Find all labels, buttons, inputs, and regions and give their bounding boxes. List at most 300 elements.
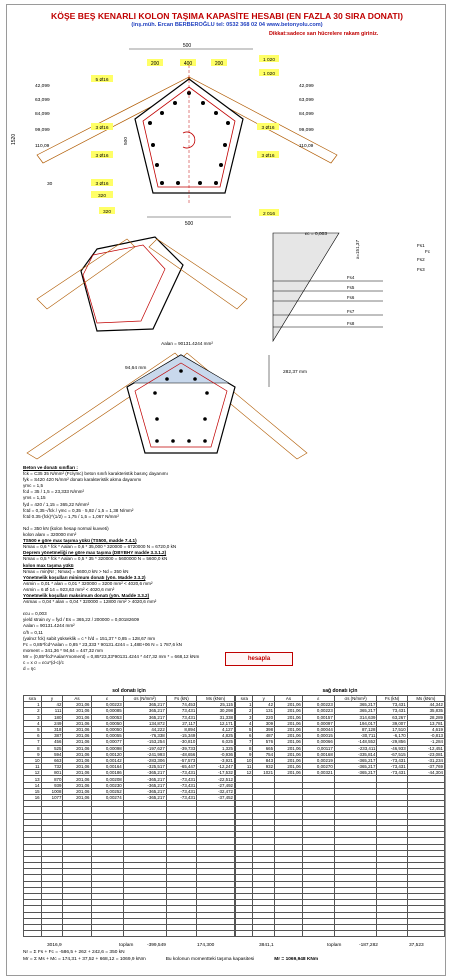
mr-result: Mr = 1069,948 KNm bbox=[274, 957, 319, 962]
table-cell: 4 bbox=[236, 720, 253, 726]
left-bar-2: 3 Ø16 bbox=[95, 126, 109, 131]
table-cell: 939 bbox=[41, 782, 63, 788]
table-cell: 0,00015 bbox=[302, 733, 334, 739]
table-cell: 365,217 bbox=[334, 708, 377, 714]
table-cell: 11 bbox=[24, 764, 42, 770]
table-cell: 10 bbox=[24, 757, 42, 763]
table-cell: 201,06 bbox=[275, 733, 303, 739]
table-cell: 201,06 bbox=[63, 788, 91, 794]
right-bar-2: 3 Ø16 bbox=[261, 126, 275, 131]
table-cell: 801 bbox=[41, 770, 63, 776]
table-cell: 73,431 bbox=[377, 708, 407, 714]
table-cell: 0,00050 bbox=[91, 726, 123, 732]
table-cell: -32,472 bbox=[197, 788, 235, 794]
table-cell: 0,00066 bbox=[302, 739, 334, 745]
table-cell: 387 bbox=[41, 733, 63, 739]
table-cell: 44,222 bbox=[123, 726, 166, 732]
calc-line: Fc = 0,85*fcd*Aalan = 0,85 * 23,333 * 90131.4244 = 1,48E+06 N = 1 787,6 kN bbox=[23, 641, 182, 647]
table-cell: 665 bbox=[253, 745, 275, 751]
table-cell: -46,933 bbox=[377, 745, 407, 751]
depth-right-label: 282,37 mm bbox=[283, 370, 307, 375]
table-cell: 5 bbox=[24, 726, 42, 732]
calc-line: (yalnız fck) sabit yükseklik = c * h/d = 151,37 * 0,85 = 128,67 mm bbox=[23, 635, 156, 641]
force-fs3: Fs3 bbox=[417, 267, 425, 272]
table-cell: 932 bbox=[253, 764, 275, 770]
table-cell: -57,573 bbox=[166, 757, 197, 763]
dim-bottom-width: 500 bbox=[184, 221, 194, 227]
table-cell: 365,217 bbox=[123, 708, 166, 714]
table-cell: 16 bbox=[24, 795, 42, 801]
calculate-button[interactable]: hesapla bbox=[225, 652, 293, 666]
table-cell bbox=[302, 931, 334, 937]
table-cell: 8 bbox=[24, 745, 42, 751]
table-cell: 0,00219 bbox=[302, 757, 334, 763]
calc-line: Deprem yönetmeliği ne göre max taşıma (DBYBHY madde 3.3.1.2) bbox=[23, 550, 167, 556]
table-cell: -0,813 bbox=[407, 733, 444, 739]
table-cell: 35,835 bbox=[407, 708, 444, 714]
table-cell: 0,00223 bbox=[91, 702, 123, 708]
table-cell: 30,298 bbox=[197, 708, 235, 714]
calc-line: fyd = 420 / 1,15 = 365,22 N/mm² bbox=[23, 501, 90, 507]
right-total-as: 3841,1 bbox=[259, 943, 274, 948]
table-cell: 318 bbox=[41, 726, 63, 732]
table-cell bbox=[407, 931, 444, 937]
table-cell: 1 bbox=[24, 702, 42, 708]
table-cell: 9 bbox=[24, 751, 42, 757]
table-cell: -365,217 bbox=[334, 757, 377, 763]
table-cell: 201,06 bbox=[275, 757, 303, 763]
table-cell: 14 bbox=[24, 782, 42, 788]
area-label: Aalan = 90131.4244 mm² bbox=[161, 341, 213, 346]
right-level-4: 99,099 bbox=[299, 128, 314, 133]
table-cell: 6 bbox=[236, 733, 253, 739]
table-cell: 456 bbox=[41, 739, 63, 745]
calculation-block bbox=[23, 465, 443, 672]
table-cell: -73,431 bbox=[166, 795, 197, 801]
table-cell: 42 bbox=[41, 702, 63, 708]
calc-line: yield strain εy = fyd / Es = 365,22 / 200000 = 0,00182609 bbox=[23, 617, 140, 623]
table-cell: 576 bbox=[253, 739, 275, 745]
fs-row-7: Fs7 bbox=[347, 309, 355, 314]
table-cell: 220 bbox=[253, 714, 275, 720]
left-bar-1: 5 Ø16 bbox=[95, 78, 109, 83]
dim-d2: 400 bbox=[183, 61, 193, 67]
table-cell: 201,06 bbox=[63, 708, 91, 714]
table-cell: 9 bbox=[236, 751, 253, 757]
table-cell: 12 bbox=[24, 770, 42, 776]
author-line: (inş.müh. Ercan BERBEROĞLU tel: 0532 368 02 04 www.betonyolu.com) bbox=[131, 22, 323, 28]
table-row bbox=[24, 931, 235, 937]
table-cell: -335,814 bbox=[334, 751, 377, 757]
table-cell: -241,993 bbox=[123, 751, 166, 757]
column-header: Ms (kNm) bbox=[197, 696, 235, 702]
nr-line: Nr = Σ Fs + Fc = -586,5 + 262 + 242,6 = 350 kN bbox=[23, 950, 125, 955]
table-cell: -73,431 bbox=[166, 776, 197, 782]
table-cell bbox=[236, 931, 253, 937]
table-cell: 2 bbox=[24, 708, 42, 714]
table-cell: 12,171 bbox=[197, 720, 235, 726]
right-total-fs: -187,282 bbox=[359, 943, 378, 948]
table-cell: 487 bbox=[253, 733, 275, 739]
table-cell: -22,512 bbox=[197, 776, 235, 782]
calc-line: Yönetmelik koşulları maksimum donatı (yön. Madde 3.3.2) bbox=[23, 592, 150, 598]
table-cell: 0,00050 bbox=[91, 720, 123, 726]
column-header: As bbox=[63, 696, 91, 702]
calc-line: Asmax = 0,04 * alan = 0,04 * 320000 = 12800 mm² > 4020,6 mm² bbox=[23, 599, 157, 605]
right-total-ms: 37,523 bbox=[409, 943, 424, 948]
right-rebar-table bbox=[235, 688, 445, 937]
table-cell: -148,552 bbox=[334, 739, 377, 745]
table-cell: 73,431 bbox=[377, 702, 407, 708]
table-cell: 5 bbox=[236, 726, 253, 732]
table-cell: 201,06 bbox=[63, 726, 91, 732]
left-level-2: 63,099 bbox=[35, 98, 50, 103]
calc-line: Beton ve donatı sınıfları : bbox=[23, 465, 78, 470]
compression-zone-drawing bbox=[7, 349, 446, 461]
table-cell: 1077 bbox=[41, 795, 63, 801]
table-cell: 365,217 bbox=[123, 702, 166, 708]
table-cell: 201,06 bbox=[275, 739, 303, 745]
table-cell: -27,492 bbox=[197, 782, 235, 788]
table-cell: 10 bbox=[236, 757, 253, 763]
table-cell: -365,217 bbox=[334, 764, 377, 770]
table-cell: 0,00157 bbox=[302, 714, 334, 720]
left-bar-4: 3 Ø16 bbox=[95, 182, 109, 187]
capacity-label: Bu kolonun momentteki taşıma kapasitesi bbox=[165, 957, 255, 962]
table-cell: -44,304 bbox=[407, 770, 444, 776]
fs-row-6: Fs6 bbox=[347, 295, 355, 300]
table-cell: -37,769 bbox=[407, 764, 444, 770]
table-cell: -73,431 bbox=[166, 770, 197, 776]
page-title: KÖŞE BEŞ KENARLI KOLON TAŞIMA KAPASİTE HESABI (EN FAZLA 30 SIRA DONATI) bbox=[51, 11, 403, 21]
force-fs2: Fs2 bbox=[417, 257, 425, 262]
table-cell: 44,342 bbox=[407, 702, 444, 708]
right-table-caption: sağ donatı için bbox=[322, 688, 358, 694]
table-cell: -30,711 bbox=[334, 733, 377, 739]
table-cell: 13,781 bbox=[407, 720, 444, 726]
calc-line: fctd 0.35·(fck)^(1/2) = 1,75 / 1,5 = 1,067 N/mm² bbox=[23, 513, 119, 519]
table-cell: 201,06 bbox=[275, 702, 303, 708]
table-cell: -365,217 bbox=[123, 788, 166, 794]
table-cell: 0,00208 bbox=[91, 776, 123, 782]
table-cell: -12,247 bbox=[197, 764, 235, 770]
table-cell: -39,733 bbox=[166, 745, 197, 751]
input-note: Dikkat:sadece sarı hücrelere rakam giriniz. bbox=[269, 31, 379, 37]
table-cell: 201,06 bbox=[63, 764, 91, 770]
left-total-as: 3016,9 bbox=[47, 943, 62, 948]
table-cell: 39,007 bbox=[377, 720, 407, 726]
table-cell: 31,338 bbox=[197, 714, 235, 720]
column-header: σs (N/mm²) bbox=[334, 696, 377, 702]
calc-line: γms = 1,15 bbox=[23, 495, 46, 501]
table-cell: -0,936 bbox=[197, 751, 235, 757]
table-cell: 13 bbox=[24, 776, 42, 782]
table-cell: 42 bbox=[253, 702, 275, 708]
calc-line: moment = 341,36 * 94,64 = 447,32 mm bbox=[23, 647, 103, 653]
table-cell: -23,081 bbox=[407, 751, 444, 757]
table-cell: 3 bbox=[236, 714, 253, 720]
column-header: ε bbox=[302, 696, 334, 702]
table-cell: 0,00120 bbox=[91, 751, 123, 757]
table-cell: -365,217 bbox=[334, 770, 377, 776]
table-cell: 201,06 bbox=[275, 751, 303, 757]
table-cell: 201,06 bbox=[63, 770, 91, 776]
table-cell: -233,411 bbox=[334, 745, 377, 751]
table-cell: 73,431 bbox=[166, 708, 197, 714]
table-cell: 201,06 bbox=[63, 745, 91, 751]
table-cell: 365,217 bbox=[123, 714, 166, 720]
table-cell: 1021 bbox=[253, 770, 275, 776]
calc-line: fctd = 0,35·√fck / γmc = 0,35 · 5,92 / 1,5 = 1,38 N/mm² bbox=[23, 507, 134, 513]
column-header: y bbox=[253, 696, 275, 702]
calc-line: fyk = S420 420 N/mm² donatı karakteristik akma dayanımı bbox=[23, 477, 142, 483]
dim-h-label: 1520 bbox=[11, 133, 17, 145]
table-cell: 8,894 bbox=[166, 726, 197, 732]
right-level-2: 63,099 bbox=[299, 98, 314, 103]
table-cell: 201,06 bbox=[63, 757, 91, 763]
right-yellow-1: 1 020 bbox=[262, 58, 276, 63]
summary-block bbox=[23, 949, 443, 963]
table-cell: -12,451 bbox=[407, 745, 444, 751]
calc-line: kolon alanı = 320000 mm² bbox=[23, 532, 77, 538]
table-cell: -73,431 bbox=[166, 782, 197, 788]
table-cell bbox=[334, 931, 377, 937]
right-total-label: toplam bbox=[327, 943, 342, 948]
right-level-3: 84,099 bbox=[299, 112, 314, 117]
table-cell: -17,532 bbox=[197, 770, 235, 776]
table-cell: 0,00098 bbox=[91, 745, 123, 751]
calc-line: fck = C35 35 N/mm² (Fc/γmc) beton sınıfı karakteristik basınç dayanımı bbox=[23, 471, 168, 477]
table-cell: 201,06 bbox=[63, 720, 91, 726]
table-cell: 1008 bbox=[41, 788, 63, 794]
right-yellow-3: 2 016 bbox=[262, 212, 276, 217]
table-cell: 365,217 bbox=[334, 702, 377, 708]
table-cell: -76,338 bbox=[123, 733, 166, 739]
table-cell: 201,06 bbox=[275, 708, 303, 714]
table-cell: 7 bbox=[24, 739, 42, 745]
fs-row-4: Fs4 bbox=[347, 275, 355, 280]
left-total-fs: -399,549 bbox=[147, 943, 166, 948]
table-cell: -31,234 bbox=[407, 757, 444, 763]
table-cell: 4,825 bbox=[197, 733, 235, 739]
dim-bottom-1: 320 bbox=[102, 210, 112, 215]
table-cell: -73,431 bbox=[377, 757, 407, 763]
x-depth-label: x=151,37 bbox=[355, 239, 360, 259]
table-cell: 1,325 bbox=[197, 745, 235, 751]
table-cell: -283,306 bbox=[123, 757, 166, 763]
dim-top-width: 500 bbox=[182, 43, 192, 49]
calc-line: Nd = 350 kN (kolon hesap normal kuvveti) bbox=[23, 525, 109, 531]
worksheet bbox=[6, 4, 446, 976]
table-cell bbox=[377, 931, 407, 937]
left-level-1: 42,099 bbox=[35, 84, 50, 89]
table-cell: -365,217 bbox=[123, 795, 166, 801]
calc-line: Mr = (0,85*fcd*Aalan*moment) = 0,85*23,33*90131.4244 * 447,32 mm * = 668,12 kNm bbox=[23, 653, 200, 659]
right-yellow-2: 1 020 bbox=[262, 72, 276, 77]
table-cell: 201,06 bbox=[63, 733, 91, 739]
table-cell: 0,00186 bbox=[91, 770, 123, 776]
table-cell: 63,267 bbox=[377, 714, 407, 720]
table-cell: 201,06 bbox=[63, 714, 91, 720]
column-header: ε bbox=[91, 696, 123, 702]
left-rebar-table bbox=[23, 688, 235, 937]
table-cell: 180 bbox=[41, 714, 63, 720]
fs-row-5: Fs5 bbox=[347, 285, 355, 290]
force-fs1: Fs1 bbox=[417, 243, 425, 248]
table-cell: 4,127 bbox=[197, 726, 235, 732]
table-cell: 2 bbox=[236, 708, 253, 714]
table-cell: 870 bbox=[41, 776, 63, 782]
table-cell: 0,00085 bbox=[91, 708, 123, 714]
left-table-caption: sol donatı için bbox=[112, 688, 146, 694]
fs-row-8: Fs8 bbox=[347, 321, 355, 326]
table-cell: 309 bbox=[253, 720, 275, 726]
left-bar-3: 3 Ø16 bbox=[95, 154, 109, 159]
right-level-1: 42,099 bbox=[299, 84, 314, 89]
table-cell: 87,128 bbox=[334, 726, 377, 732]
calc-line: d = ηc bbox=[23, 666, 36, 672]
calc-line: c/h = 0,11 bbox=[23, 629, 43, 635]
table-cell bbox=[275, 931, 303, 937]
table-cell: 4,619 bbox=[407, 726, 444, 732]
column-header: σs (N/mm²) bbox=[123, 696, 166, 702]
left-total-label: toplam bbox=[119, 943, 134, 948]
table-cell: 0,00223 bbox=[302, 708, 334, 714]
table-cell: 754 bbox=[253, 751, 275, 757]
table-cell bbox=[123, 931, 166, 937]
table-cell: 201,06 bbox=[63, 739, 91, 745]
table-cell: 0,00142 bbox=[91, 757, 123, 763]
mr-line: Mr = Σ Ms + Mc = 174,31 + 37,52 + 668,12 = 1069,9 kNm bbox=[23, 957, 146, 962]
table-cell: 249 bbox=[41, 720, 63, 726]
table-cell: -1,284 bbox=[407, 739, 444, 745]
table-cell: 1 bbox=[236, 702, 253, 708]
calc-line: Yönetmelik koşulları minimum donatı (yön. Madde 3.3.2) bbox=[23, 574, 146, 580]
table-cell: 74,453 bbox=[166, 702, 197, 708]
column-header: sıra bbox=[24, 696, 42, 702]
left-total-ms: 174,300 bbox=[197, 943, 215, 948]
table-cell: 3 bbox=[24, 714, 42, 720]
table-cell: 0,00055 bbox=[91, 733, 123, 739]
table-cell: 201,06 bbox=[63, 782, 91, 788]
eps-c-label: εc = 0,003 bbox=[305, 232, 328, 237]
calc-line: εcu = 0,003 bbox=[23, 611, 47, 617]
table-cell: -153,254 bbox=[123, 739, 166, 745]
table-cell: -365,217 bbox=[123, 782, 166, 788]
table-cell: 201,06 bbox=[275, 764, 303, 770]
table-cell: 0,00230 bbox=[91, 782, 123, 788]
table-cell: 0,00223 bbox=[302, 702, 334, 708]
column-header: As bbox=[275, 696, 303, 702]
table-cell bbox=[253, 931, 275, 937]
calc-line: Nmax = 0,5 * fck * Aalan = 0,5 * 35 * 320000 = 5600000 N = 5600,0 kN bbox=[23, 556, 168, 562]
table-cell: 17,510 bbox=[377, 726, 407, 732]
table-cell: 398 bbox=[253, 726, 275, 732]
table-cell: -73,431 bbox=[166, 788, 197, 794]
table-cell: 8 bbox=[236, 745, 253, 751]
table-cell: 131 bbox=[253, 708, 275, 714]
table-cell: -3,921 bbox=[197, 757, 235, 763]
column-header: Fs (kN) bbox=[166, 696, 197, 702]
calc-line: Asmin = 6 Ø 14 = 923,63 mm² < 4020,6 mm² bbox=[23, 586, 115, 592]
column-header: Ms (kNm) bbox=[407, 696, 444, 702]
table-cell bbox=[91, 931, 123, 937]
calc-line: Nmax = min(Nr ; Nmax) = 5600,0 kN > Nd = 350 kN bbox=[23, 568, 129, 574]
right-bar-3: 3 Ø16 bbox=[261, 154, 275, 159]
table-cell: 0,00077 bbox=[91, 739, 123, 745]
right-level-5: 110,09 bbox=[299, 144, 314, 149]
table-cell: 0,00044 bbox=[302, 726, 334, 732]
table-cell: 134,872 bbox=[123, 720, 166, 726]
calc-line: γmc = 1,5 bbox=[23, 483, 44, 489]
table-cell: -30,810 bbox=[166, 739, 197, 745]
table-cell: 0,00117 bbox=[302, 745, 334, 751]
left-level-5: 110,09 bbox=[35, 144, 50, 149]
table-cell: 194,017 bbox=[334, 720, 377, 726]
table-cell: 525 bbox=[41, 745, 63, 751]
table-cell: 314,639 bbox=[334, 714, 377, 720]
column-header: sıra bbox=[236, 696, 253, 702]
table-cell: 11 bbox=[236, 764, 253, 770]
table-cell: 73,431 bbox=[166, 714, 197, 720]
column-section-drawing bbox=[7, 35, 446, 235]
calc-line: Asmin = 0,01 * alan = 0,01 * 320000 = 3200 mm² < 4020,6 mm² bbox=[23, 580, 153, 586]
table-cell bbox=[24, 931, 42, 937]
dim-height: 500 bbox=[124, 136, 129, 145]
table-cell: 201,06 bbox=[63, 702, 91, 708]
dim-d1: 200 bbox=[150, 61, 160, 67]
table-cell: 201,06 bbox=[63, 751, 91, 757]
table-cell: -325,517 bbox=[123, 764, 166, 770]
calc-line: kolon max taşıma yükü bbox=[23, 562, 74, 568]
table-cell: 0,00321 bbox=[302, 770, 334, 776]
table-cell: 28,289 bbox=[407, 714, 444, 720]
column-header: y bbox=[41, 696, 63, 702]
table-cell bbox=[41, 931, 63, 937]
table-cell: 663 bbox=[41, 757, 63, 763]
column-header: Fs (kN) bbox=[377, 696, 407, 702]
table-cell: 594 bbox=[41, 751, 63, 757]
table-cell bbox=[63, 931, 91, 937]
calc-line: Nmax = 0,6 * fck * Aalan = 0,6 * 35,000 * 320000 = 6720000 N = 6720,0 kN bbox=[23, 544, 177, 550]
left-level-4: 99,099 bbox=[35, 128, 50, 133]
calc-line: fcd = 35 / 1,5 = 23,333 N/mm² bbox=[23, 489, 85, 495]
table-cell: -37,452 bbox=[197, 795, 235, 801]
table-cell: 4 bbox=[24, 720, 42, 726]
table-cell: -197,627 bbox=[123, 745, 166, 751]
calc-line: TS500 e göre max taşıma yükü (TS500, madde 7.4.1) bbox=[23, 538, 137, 544]
table-cell: -29,856 bbox=[377, 739, 407, 745]
table-cell: 15 bbox=[24, 788, 42, 794]
table-cell: 6,025 bbox=[197, 739, 235, 745]
table-cell: 201,06 bbox=[275, 714, 303, 720]
table-cell: 27,117 bbox=[166, 720, 197, 726]
stress-strain-drawing bbox=[7, 229, 446, 349]
table-cell: -365,217 bbox=[123, 770, 166, 776]
table-cell: -67,515 bbox=[377, 751, 407, 757]
depth-left-label: 94,64 mm bbox=[125, 366, 147, 371]
table-cell: 201,06 bbox=[275, 745, 303, 751]
table-cell: 7 bbox=[236, 739, 253, 745]
table-cell: 201,06 bbox=[275, 770, 303, 776]
table-cell: -73,431 bbox=[377, 770, 407, 776]
table-cell: -6,170 bbox=[377, 733, 407, 739]
left-level-3: 84,099 bbox=[35, 112, 50, 117]
table-cell: 0,00274 bbox=[91, 795, 123, 801]
table-cell: -65,447 bbox=[166, 764, 197, 770]
table-cell: 201,06 bbox=[275, 726, 303, 732]
table-cell: 732 bbox=[41, 764, 63, 770]
